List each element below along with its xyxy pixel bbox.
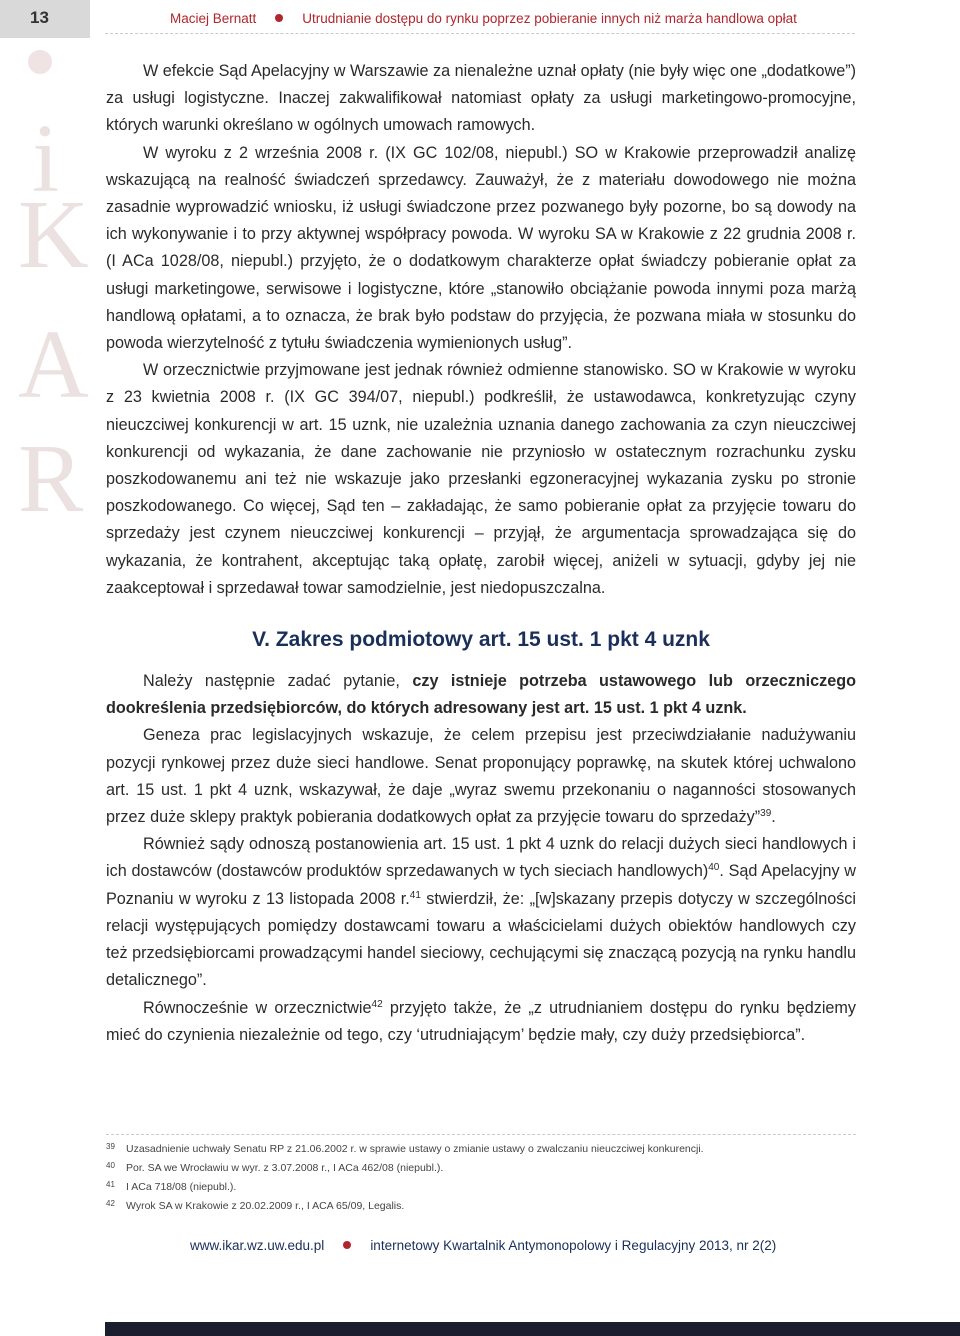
header-rule [105,33,855,34]
logo-letter-a: A [18,311,89,419]
logo-letter-i: i [32,105,60,213]
paragraph: Należy następnie zadać pytanie, czy istnieje potrzeba ustawowego lub orzeczniczego dookreślenia przedsiębiorców, do których adresowany jest art. 15 ust. 1 pkt 4 uznk. [106,672,856,718]
footnote [106,1159,856,1178]
footnote-number: 42 [106,1199,115,1208]
page-number: 13 [30,8,49,27]
logo-letter-r: R [18,425,84,533]
logo-letter-k: K [18,181,89,289]
dot-icon [28,50,52,74]
sidebar-logo-dots [28,50,52,78]
footer-journal: internetowy Kwartalnik Antymonopolowy i Regulacyjny 2013, nr 2(2) [370,1238,777,1253]
running-header [170,11,950,26]
footnote-number: 41 [106,1180,115,1189]
paragraph: Równocześnie w orzecznictwie$^{42}$ przyjęto także, że „z utrudnianiem dostępu do rynku będziemy mieć do czynienia niezależnie od tego, czy ‘utrudniającym’ będzie mały, czy duży przedsiębiorca”. [106,998,856,1044]
footnote-number: 39 [106,1142,115,1151]
paragraph: W wyroku z 2 września 2008 r. (IX GC 102/08, niepubl.) SO w Krakowie przeprowadził analizę wskazującą na realność świadczeń sprzedawcy. Zauważył, że z materiału dowodowego nie można zasadnie wyprowadzić wniosku, iż usługi świadczone przez pozwanego były pozorne, bo są dowody na ich wykonywanie i to przy aktywnej współpracy powoda. W wyroku SA w Krakowie z 22 grudnia 2008 r. (I ACa 1028/08, niepubl.) przyjęto, że o dodatkowym charakterze opłat świadczy pobieranie opłat za usługi marketingowe, serwisowe i logistyczne, które „stanowiło obciążanie powoda innymi poza marżą handlową opłatami, a to oznacza, że brak było podstaw do przyjęcia, że pozwana miała w stosunku do powoda wierzytelność z tytułu świadczenia wymienionych usług”. [106,143,856,353]
footnote-text: Wyrok SA w Krakowie z 20.02.2009 r., I ACA 65/09, Legalis. [126,1200,405,1212]
footnote-ref[interactable]: 40 [708,862,720,874]
footnote-text: Por. SA we Wrocławiu w wyr. z 3.07.2008 r., I ACa 462/08 (niepubl.). [126,1162,444,1174]
page-number-tab [0,0,90,38]
paragraph: W efekcie Sąd Apelacyjny w Warszawie za nienależne uznał opłaty (nie były więc one „dodatkowe”) za usługi logistyczne. Inaczej zakwalifikował natomiast opłaty za usługi marketingowo-promocyjne, których warunki określano w ogólnych umowach ramowych. [106,62,856,135]
bold-question: czy istnieje potrzeba ustawowego lub orzeczniczego dookreślenia przedsiębiorców, do których adresowany jest art. 15 ust. 1 pkt 4 uznk. [106,672,856,718]
footnote [106,1197,856,1216]
bullet-icon [275,14,283,22]
page-footer [190,1238,776,1253]
footnotes [106,1140,856,1216]
paragraph: Również sądy odnoszą postanowienia art. 15 ust. 1 pkt 4 uznk do relacji dużych sieci handlowych i ich dostawców (dostawców produktów sprzedawanych w tych sieciach handlowych)$^{40}$. Sąd Apelacyjny w Poznaniu w wyroku z 13 listopada 2008 r.$^{41}$ stwierdził, że: „[w]skazany przepis dotyczy w szczególności relacji występujących pomiędzy dostawcami towaru a właścicielami dużych obiektów handlowych czy też przedsiębiorcami prowadzącymi handel sieciowy, cechującymi się znaczącą pozycją na rynku handlu detalicznego”. [106,835,856,990]
bottom-bar [105,1322,960,1336]
footnote-number: 40 [106,1161,115,1170]
header-title: Utrudnianie dostępu do rynku poprzez pobieranie innych niż marża handlowa opłat [302,11,797,26]
footnote-text: Uzasadnienie uchwały Senatu RP z 21.06.2002 r. w sprawie ustawy o zmianie ustawy o zwalczaniu nieuczciwej konkurencji. [126,1143,704,1155]
header-author: Maciej Bernatt [170,11,257,26]
footnote-text: I ACa 718/08 (niepubl.). [126,1181,237,1193]
main-text [106,58,856,1049]
footnote [106,1140,856,1159]
footnote [106,1178,856,1197]
section-heading: V. Zakres podmiotowy art. 15 ust. 1 pkt 4 uznk [252,628,710,652]
footnote-ref[interactable]: 39 [760,808,772,820]
paragraph: W orzecznictwie przyjmowane jest jednak również odmienne stanowisko. SO w Krakowie w wyroku z 23 kwietnia 2008 r. (IX GC 394/07, niepubl.) podkreślił, że ustawodawca, konkretyzując czyny nieuczciwej konkurencji w art. 15 uznk, nie uzależnia uznania danego zachowania za czyn nieuczciwej konkurencji od wykazania, że dane zachowanie nie przyniosło w ostatecznym rozrachunku zysku poszkodowanemu ani też nie wskazuje jako przesłanki egzoneracyjnej wykazania zysku po stronie poszkodowanego. Co więcej, Sąd ten – zakładając, że samo pobieranie opłat za przyjęcie towaru do sprzedaży jest czynem nieuczciwej konkurencji – przyjął, że argumentacja sprowadzająca się do wykazania, że kontrahent, akceptując taką opłatę, zarobił więcej, aniżeli w sytuacji, gdyby jej nie zaakceptował i sprzedawał towar samodzielnie, jest niedopuszczalna. [106,361,856,597]
paragraph: Geneza prac legislacyjnych wskazuje, że celem przepisu jest przeciwdziałanie nadużywaniu pozycji rynkowej przez duże sieci handlowe. Senat proponujący poprawkę, na skutek której uchwalono art. 15 ust. 1 pkt 4 uznk, wskazywał, że daje „wyraz swemu przekonaniu o naganności stosowanych przez duże sklepy praktyk pobierania dodatkowych opłat za przyjęcie towaru do sprzedaży”$^{39}$. [106,726,856,827]
footnote-ref[interactable]: 42 [371,998,383,1010]
footnote-rule [106,1134,856,1135]
footnote-ref[interactable]: 41 [409,889,421,901]
footer-website-link[interactable]: www.ikar.wz.uw.edu.pl [190,1238,325,1253]
bullet-icon [343,1241,351,1249]
